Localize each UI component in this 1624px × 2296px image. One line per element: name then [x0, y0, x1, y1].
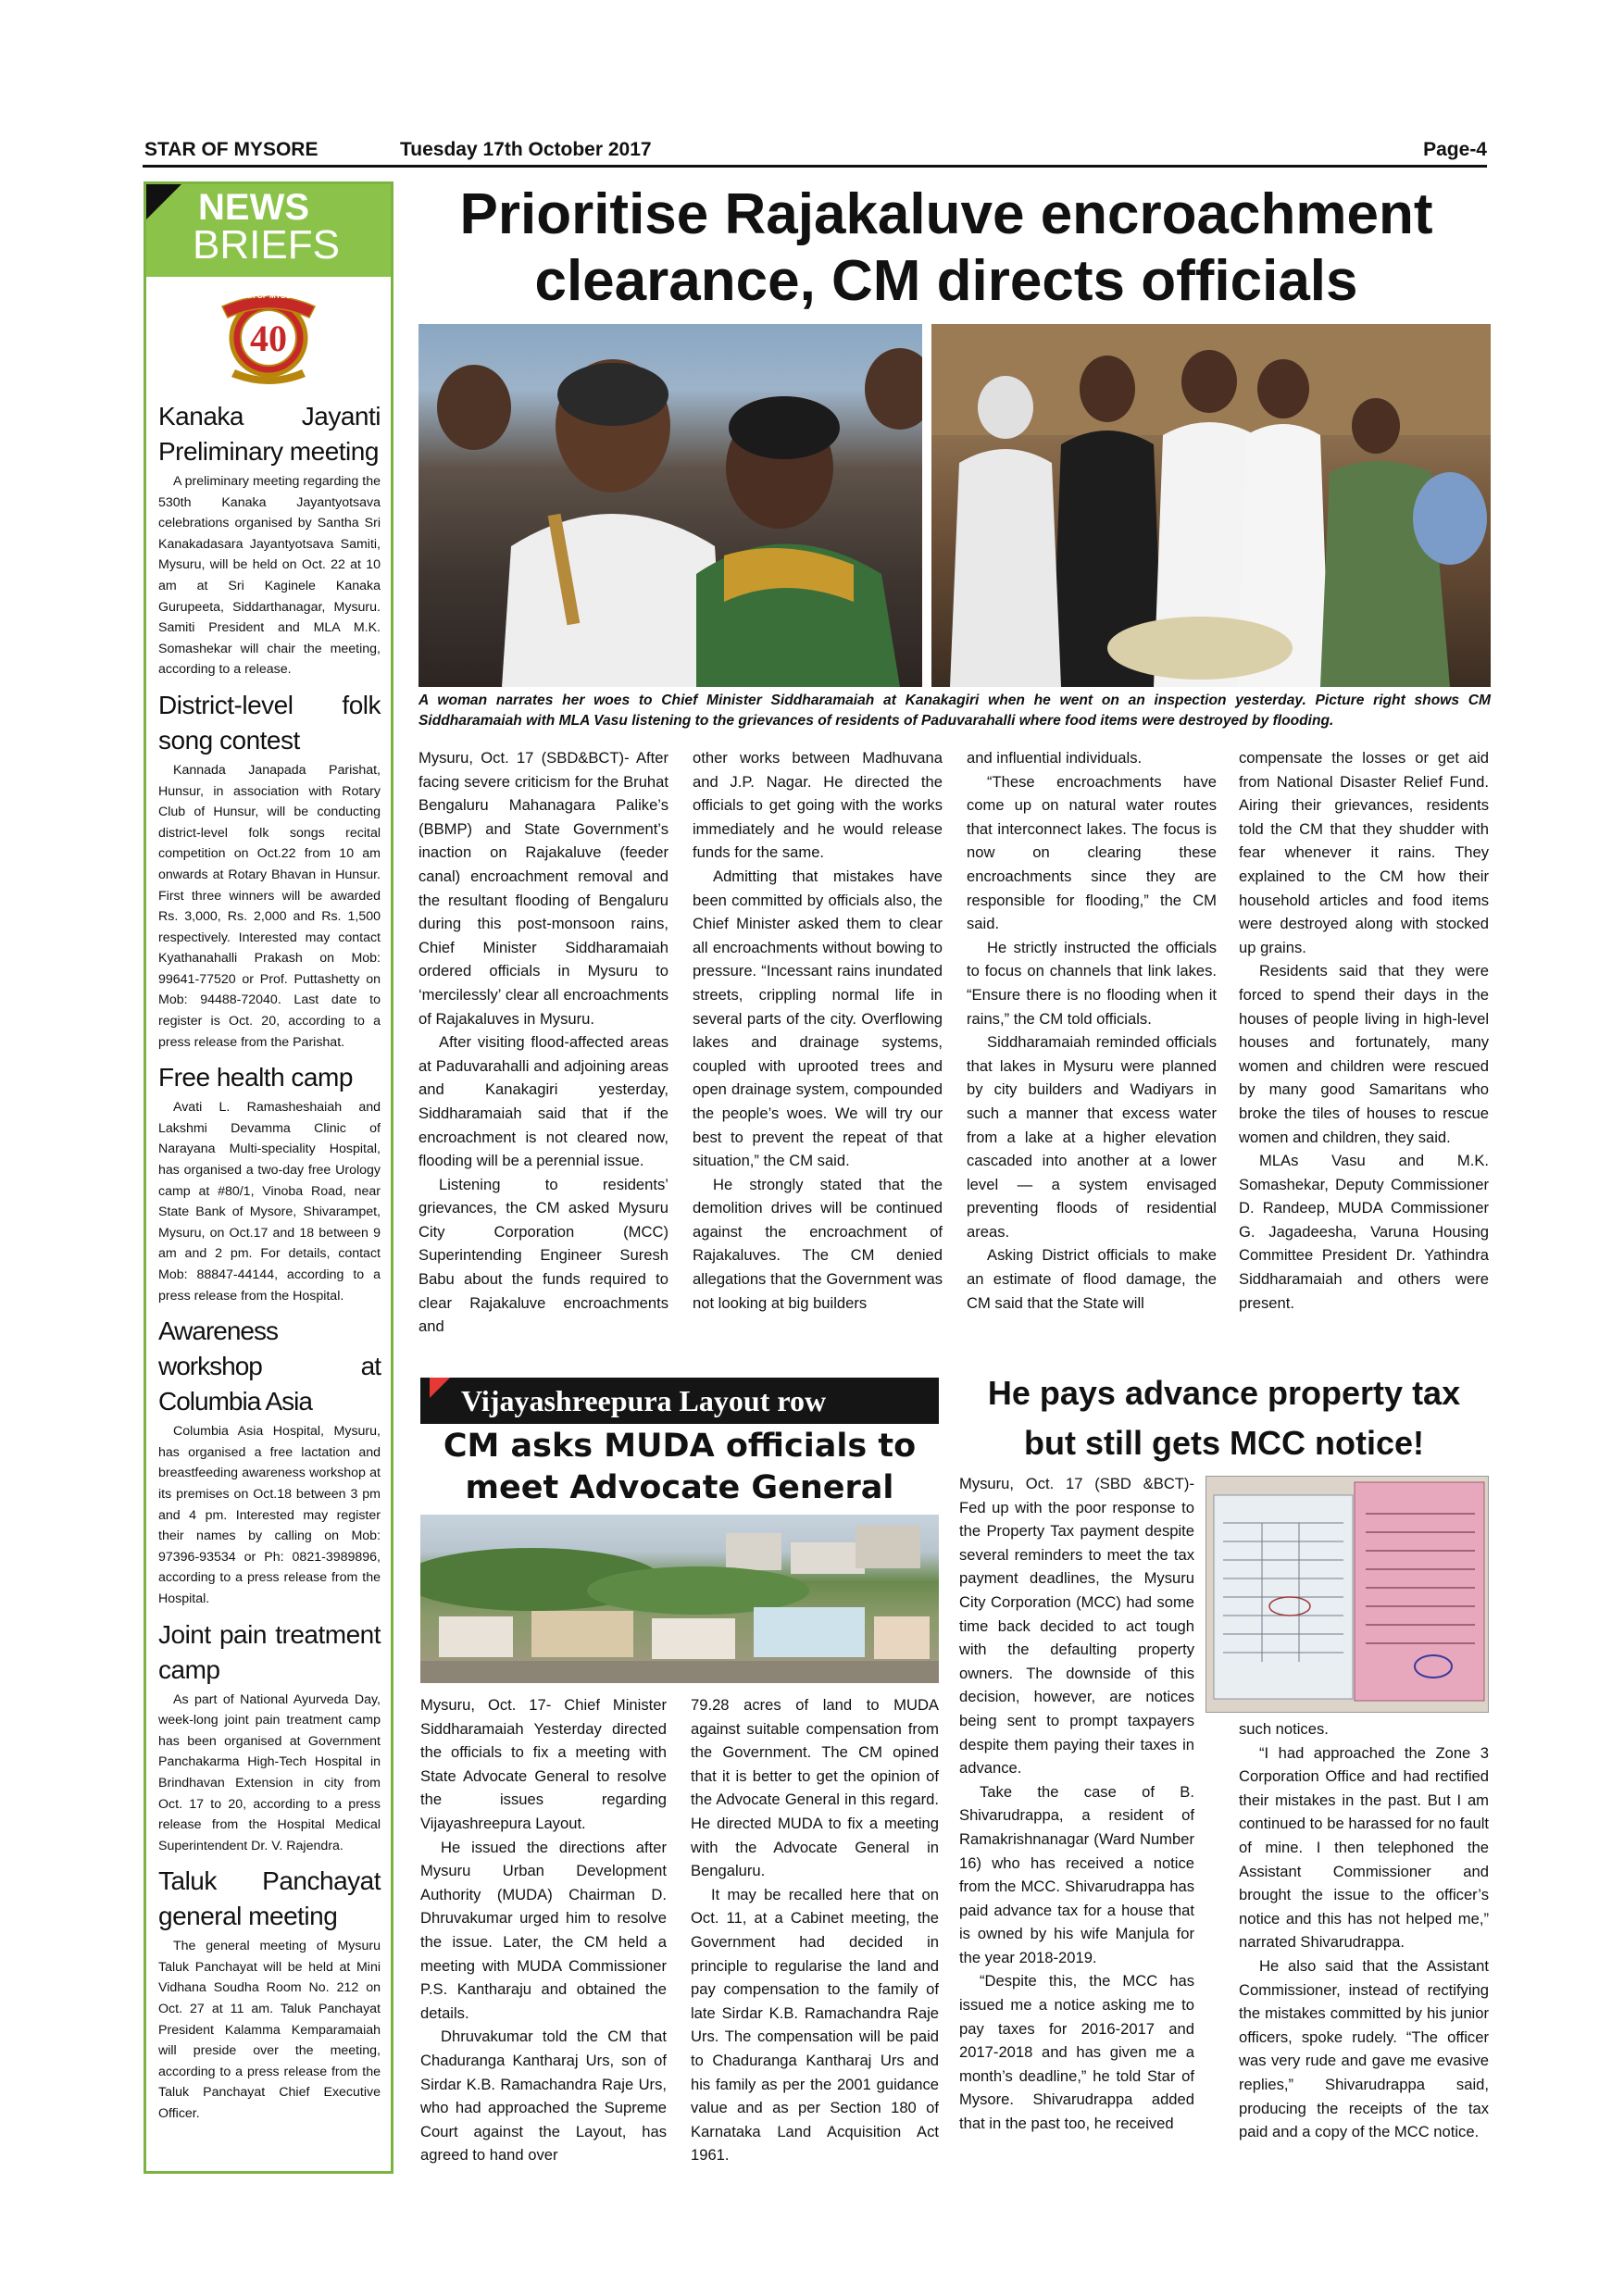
muda-headline	[420, 1426, 939, 1509]
tax-story-col-1	[959, 1472, 1194, 2136]
main-story-col-1	[418, 746, 668, 1339]
brief-title: District-level folk song contest	[158, 690, 381, 755]
tax-story-col-2	[1239, 1717, 1489, 2144]
paragraph: compensate the losses or get aid from National Disaster Relief Fund. Airing their grievances, residents told the CM that they shudder with fear whenever it rains. They explained to the CM how their household articles and food items were destroyed along with stocked up grains.	[1239, 749, 1489, 956]
main-headline-line: clearance, CM directs officials	[534, 249, 1358, 313]
tax-headline-line: He pays advance property tax	[987, 1374, 1461, 1412]
header-rule	[143, 165, 1487, 168]
muda-kicker: Vijayashreepura Layout row	[461, 1384, 827, 1417]
badge-caption: STAR OF MYSORE	[235, 292, 302, 300]
photo-tax-receipts	[1206, 1476, 1489, 1713]
paragraph: He issued the directions after Mysuru Urban Development Authority (MUDA) Chairman D. Dhruvakumar urged him to resolve the issue. Later, the CM held a meeting with MUDA Commissioner P.S. Kantharaju and obtained the details.	[420, 1838, 667, 2022]
paragraph: Admitting that mistakes have been committed by officials also, the Chief Minister asked them to clear all encroachments without bowing to pressure. “Incessant rains inundated streets, crippling normal life in several parts of the city. Overflowing lakes and drainage systems, coupled with uprooted trees and open drainage system, compounded the people’s woes. We will try our best to prevent the repeat of that situation,” the CM said.	[693, 867, 943, 1170]
brief-text: Avati L. Ramasheshaiah and Lakshmi Devamma Clinic of Narayana Multi-speciality Hospital, has organised a two-day free Urology camp at #80/1, Vinoba Road, near State Bank of Mysore, Shivarampet, Mysuru, on Oct.17 and 18 between 9 am and 2 pm. For details, contact Mob: 88847-44144, according to a press release from the Hospital.	[158, 1100, 381, 1304]
receipts-illustration	[1206, 1477, 1489, 1713]
main-headline-line: Prioritise Rajakaluve encroachment	[459, 182, 1433, 246]
brief-title: Joint pain treatment camp	[158, 1619, 381, 1684]
paragraph: Take the case of B. Shivarudrappa, a resident of Ramakrishnanagar (Ward Number 16) who has received a notice from the MCC. Shivarudrappa has paid advance tax for a house that is owned by his wife Manjula for the year 2018-2019.	[959, 1782, 1194, 1966]
paragraph: Mysuru, Oct. 17 (SBD &BCT)- Fed up with the poor response to the Property Tax payment despite several reminders to meet the tax payment deadlines, the Mysuru City Corporation (MCC) had some time back decided to act tough with the defaulting property owners. The downside of this decision, however, are notices being sent to prompt taxpayers despite them paying their taxes in advance.	[959, 1475, 1194, 1778]
photo-caption: A woman narrates her woes to Chief Minister Siddharamaiah at Kanakagiri when he went on an inspection yesterday. Picture right shows CM Siddharamaiah with MLA Vasu listening to the grievances of residents of Paduvarahalli where food items were destroyed by flooding.	[418, 693, 1491, 729]
paragraph: It may be recalled here that on Oct. 11, at a Cabinet meeting, the Government had decided in principle to regularise the land and pay compensation to the family of late Sirdar K.B. Ramachandra Raje Urs. The compensation will be paid to Chaduranga Kantharaj Urs and his family as per the 2001 guidance value and as per Section 180 of Karnataka Land Acquisition Act 1961.	[691, 1885, 939, 2165]
news-title: NEWS	[198, 187, 309, 228]
brief-text: As part of National Ayurveda Day, week-long joint pain treatment camp has been organised at Government Panchakarma High-Tech Hospital in Brindhavan Extension in city from Oct. 17 to 20, according to a press release from the Hospital Medical Superintendent Dr. V. Rajendra.	[158, 1691, 381, 1853]
badge-years: 40	[250, 318, 287, 359]
main-story-col-4	[1239, 746, 1489, 1315]
tax-headline	[959, 1368, 1489, 1468]
issue-date: Tuesday 17th October 2017	[400, 139, 652, 160]
brief-text: Kannada Janapada Parishat, Hunsur, in association with Rotary Club of Hunsur, will be conducting district-level folk songs recital competition on Oct.22 from 10 am onwards at Rotary Bhavan in Hunsur. First three winners will be awarded Rs. 3,000, Rs. 2,000 and Rs. 1,500 respectively. Interested may contact Kyathanahalli Prakash on Mob: 99641-77520 or Prof. Puttashetty on Mob: 94488-72040. Last date to register is Oct. 20, according to a press release from the Parishat.	[158, 762, 381, 1050]
paragraph: and influential individuals.	[967, 749, 1143, 767]
paragraph: “Despite this, the MCC has issued me a notice asking me to pay taxes for 2016-2017 and 2017-2018 and has given me a month’s deadline,” he told Star of Mysore. Shivarudrappa added that in the past too, he received	[959, 1972, 1194, 2133]
brief-text: A preliminary meeting regarding the 530th Kanaka Jayantyotsava celebrations organised by Santha Sri Kanakadasara Jayantyotsava Samiti, Mysuru, will be held on Oct. 22 at 10 am at Sri Kaginele Kanaka Gurupeeta, Siddarthanagar, Mysuru. Samiti President and MLA M.K. Somashekar will chair the meeting, according to a release.	[158, 474, 381, 678]
paragraph: 79.28 acres of land to MUDA against suitable compensation from the Government. The CM opined that it is better to get the opinion of the Advocate General in this regard. He directed MUDA to fix a meeting with the Advocate General in Bengaluru.	[691, 1696, 939, 1880]
banner-corner-triangle	[146, 184, 181, 219]
paragraph: Asking District officials to make an estimate of flood damage, the CM said that the State will	[967, 1246, 1217, 1312]
paragraph: Mysuru, Oct. 17- Chief Minister Siddharamaiah Yesterday directed the officials to fix a meeting with State Advocate General to resolve the issues regarding Vijayashreepura Layout.	[420, 1696, 667, 1832]
brief-title: Awareness workshop at Columbia Asia	[158, 1316, 381, 1416]
brief-text: Columbia Asia Hospital, Mysuru, has organised a free lactation and breastfeeding awareness workshop at its premises on Oct.18 between 3 pm and 4 pm. Interested may register their names by calling on Mob: 97396-93534 or Ph: 0821-3989896, according to a press release from the Hospital.	[158, 1424, 381, 1606]
paragraph: Listening to residents’ grievances, the CM asked Mysuru City Corporation (MCC) Superintending Engineer Suresh Babu about the funds required to clear Rajakaluve encroachments and	[418, 1175, 668, 1336]
photo-cm-with-residents	[931, 324, 1491, 687]
paragraph: “These encroachments have come up on natural water routes that interconnect lakes. The focus is now on clearing these encroachments since they are responsible for flooding,” the CM said.	[967, 772, 1217, 933]
muda-headline-line: CM asks MUDA officials to	[443, 1428, 917, 1465]
muda-story-col-2	[691, 1693, 939, 2167]
main-story-col-3	[967, 746, 1217, 1315]
paragraph: He strongly stated that the demolition drives will be continued against the encroachment of Rajakaluves. The CM denied allegations that the Government was not looking at big builders	[693, 1175, 943, 1312]
tax-headline-line: but still gets MCC notice!	[1024, 1424, 1424, 1462]
layout-photo-illustration	[420, 1515, 939, 1683]
paragraph: After visiting flood-affected areas at Paduvarahalli and adjoining areas and Kanakagiri yesterday, Siddharamaiah said that if the encroachment is not cleared now, flooding will be a perennial issue.	[418, 1033, 668, 1170]
paragraph: He also said that the Assistant Commissioner, instead of rectifying the mistakes committed by his junior officers, spoke rudely. “The officer was very rude and gave me evasive replies,” Shivarudrappa said, producing the receipts of the tax paid and a copy of the MCC notice.	[1239, 1956, 1489, 2141]
muda-story-col-1	[420, 1693, 667, 2167]
muda-headline-line: meet Advocate General	[465, 1469, 894, 1506]
photo-cm-with-woman	[418, 324, 922, 687]
brief-title: Taluk Panchayat general meeting	[158, 1866, 381, 1931]
news-briefs-box	[144, 181, 394, 2174]
paragraph: other works between Madhuvana and J.P. Nagar. He directed the officials to get going with the works immediately and he would release funds for the same.	[693, 749, 943, 862]
paragraph: MLAs Vasu and M.K. Somashekar, Deputy Commissioner D. Randeep, MUDA Commissioner G. Jagadeesha, Varuna Housing Committee President Dr. Yathindra Siddharamaiah and others were present.	[1239, 1152, 1489, 1312]
main-story-col-2	[693, 746, 943, 1315]
photo-left-illustration	[418, 324, 922, 687]
kicker-red-flag	[430, 1378, 450, 1398]
muda-kicker-bar	[420, 1378, 939, 1424]
paragraph: Residents said that they were forced to spend their days in the houses of people living in high-level houses and fortunately, many women and children were rescued by many good Samaritans who broke the tiles of houses to rescue women and children, they said.	[1239, 962, 1489, 1146]
main-headline	[404, 181, 1489, 315]
paragraph: Dhruvakumar told the CM that Chaduranga Kantharaj Urs, son of Sirdar K.B. Ramachandra Raje Urs, who had approached the Supreme Court against the Layout, has agreed to hand over	[420, 2028, 667, 2165]
photo-right-illustration	[931, 324, 1491, 687]
photo-vijayashreepura-layout	[420, 1515, 939, 1683]
paragraph: Siddharamaiah reminded officials that lakes in Mysuru were planned by city builders and Wadiyars in such a manner that excess water from a lake at a higher elevation cascaded into another at a lower level — a system envisaged preventing floods of residential areas.	[967, 1033, 1217, 1241]
brief-title: Free health camp	[158, 1063, 353, 1092]
brief-title: Kanaka Jayanti Preliminary meeting	[158, 402, 381, 466]
paper-name: STAR OF MYSORE	[144, 139, 319, 160]
brief-text: The general meeting of Mysuru Taluk Panchayat will be held at Mini Vidhana Soudha Room No. 212 on Oct. 27 at 11 am. Taluk Panchayat President Kalamma Kemparamaiah will preside over the meeting, according to a press release from the Taluk Panchayat Chief Executive Officer.	[158, 1939, 381, 2122]
briefs-title: BRIEFS	[193, 222, 340, 268]
briefs-column	[158, 392, 381, 2125]
paragraph: He strictly instructed the officials to focus on channels that link lakes. “Ensure there is no flooding when it rains,” the CM told officials.	[967, 938, 1217, 1028]
paragraph: such notices.	[1239, 1720, 1329, 1738]
paragraph: Mysuru, Oct. 17 (SBD&BCT)- After facing severe criticism for the Bruhat Bengaluru Mahanagara Palike’s (BBMP) and State Government’s inaction on Rajakaluve (feeder canal) encroachment removal and the resultant flooding of Bengaluru during this post-monsoon rains, Chief Minister Siddharamaiah ordered officials in Mysuru to ‘mercilessly’ clear all encroachments of Rajakaluves in Mysuru.	[418, 749, 668, 1028]
page-number: Page-4	[1423, 139, 1487, 160]
news-briefs-banner	[146, 184, 391, 277]
paragraph: “I had approached the Zone 3 Corporation Office and had rectified their mistakes in the past. But I am continued to be harassed for no fault of mine. I then telephoned the Assistant Commissioner and brought the issue to the officer’s notice and this has not helped me,” narrated Shivarudrappa.	[1239, 1743, 1489, 1952]
